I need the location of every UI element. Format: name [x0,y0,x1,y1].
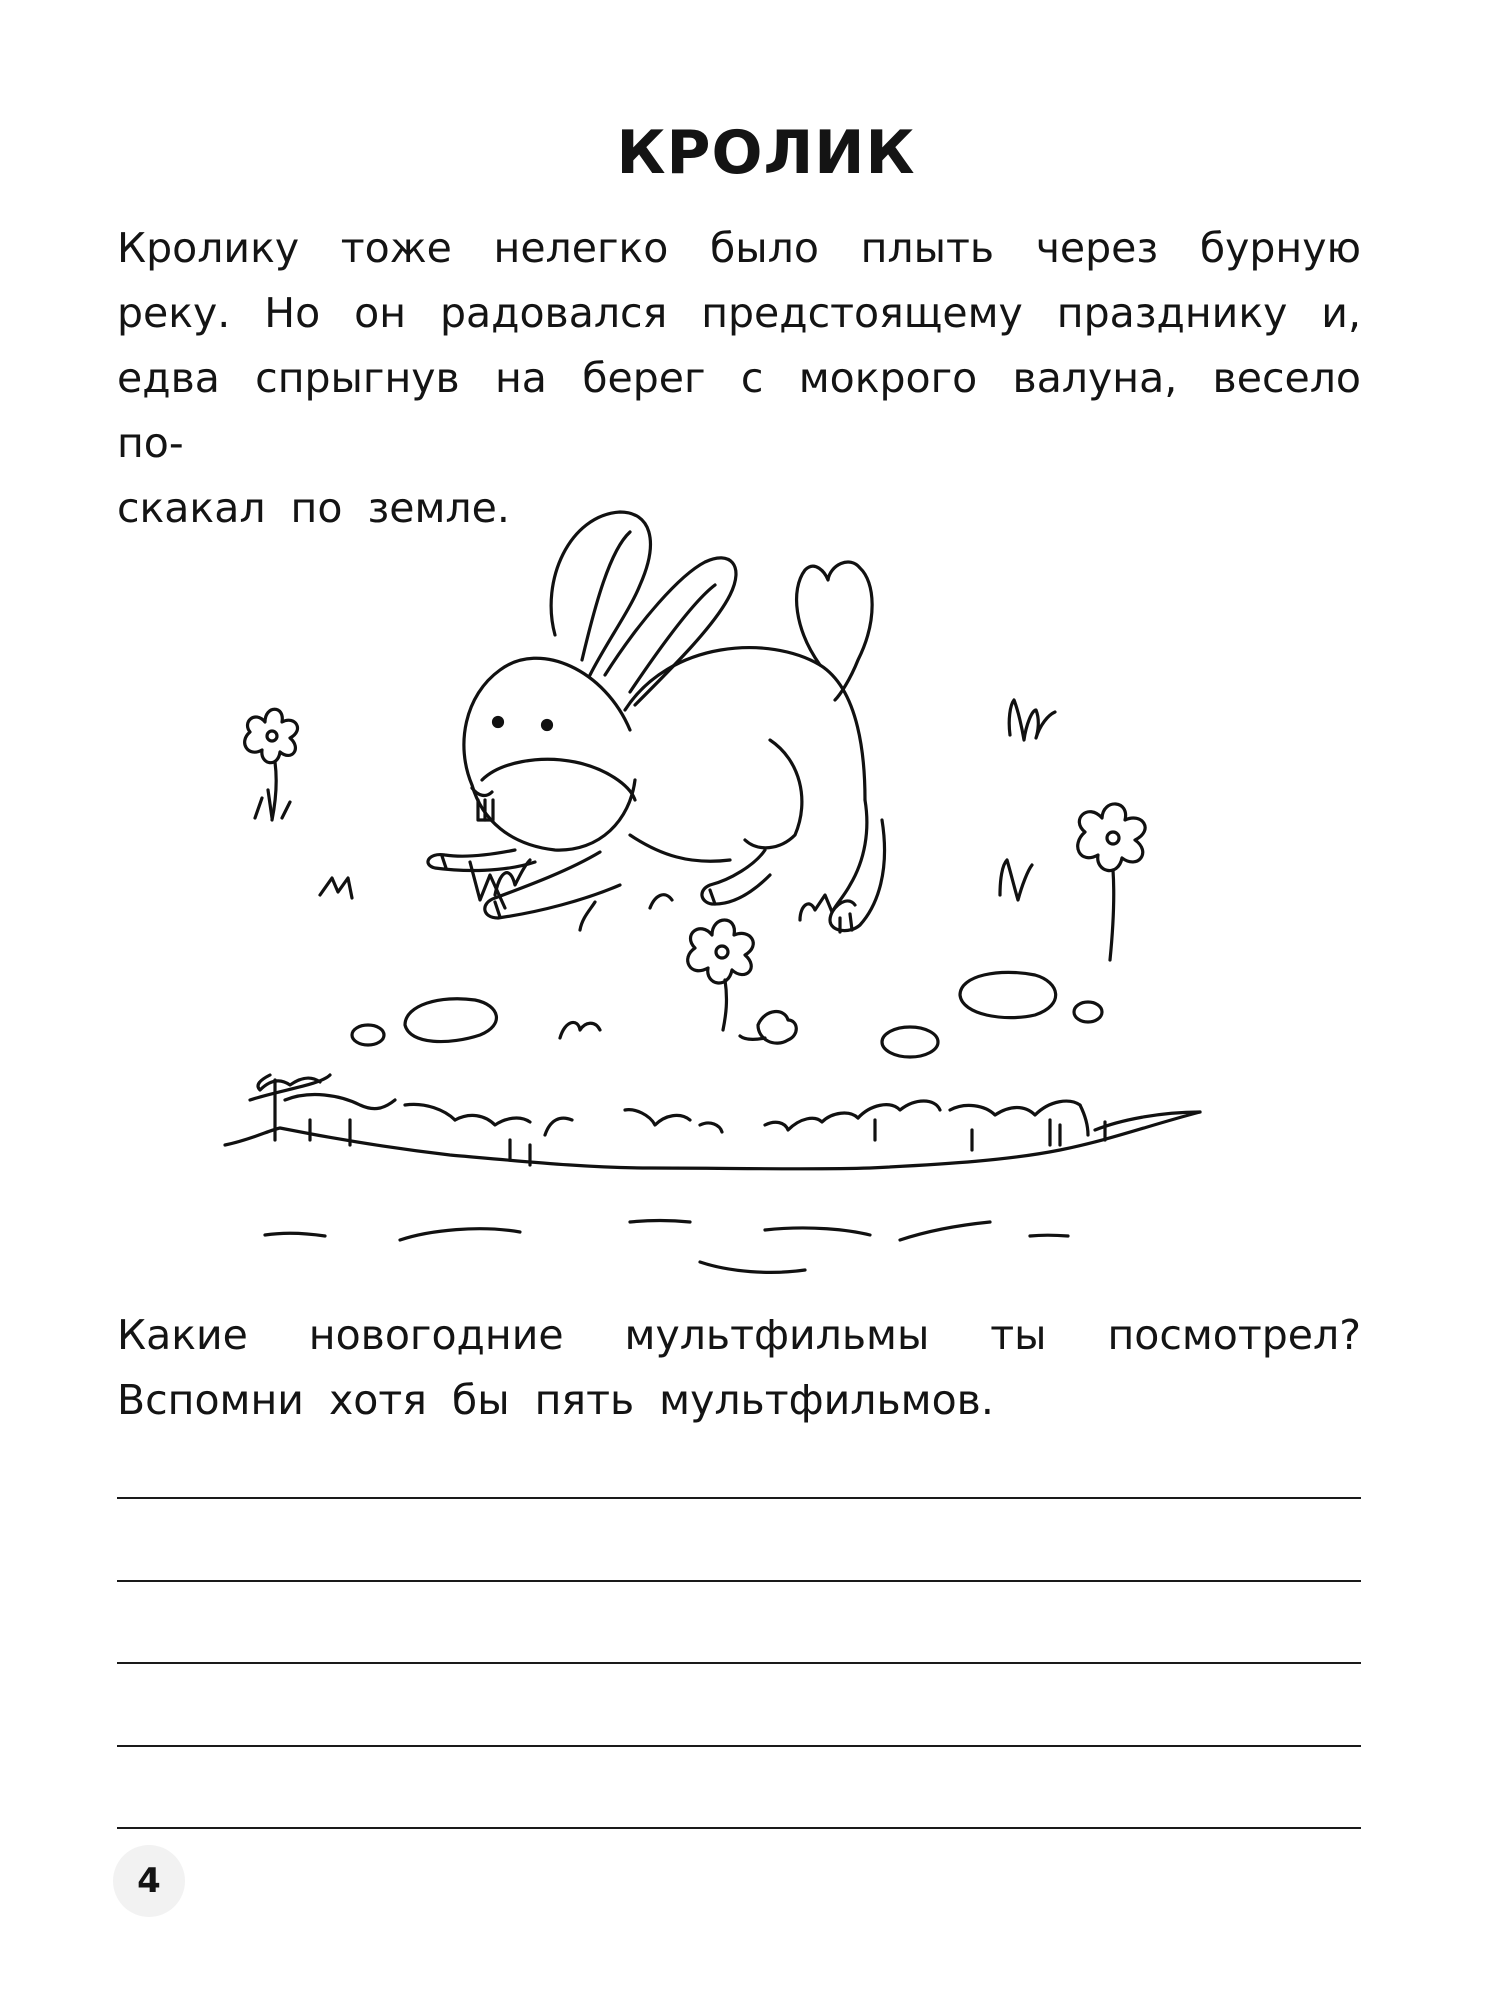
small-flower [740,1012,796,1044]
answer-line[interactable] [117,1745,1361,1747]
story-line: Кролику тоже нелегко было плыть через бурную [117,224,1361,272]
page-number: 4 [113,1845,185,1917]
water-ripples [265,1221,1068,1273]
question-paragraph [117,1303,1361,1433]
answer-line[interactable] [117,1497,1361,1499]
flower-left [245,709,298,820]
grass-tufts [320,700,1055,1038]
story-line: реку. Но он радовался предстоящему празднику и, [117,289,1361,337]
river-bank [225,1075,1200,1169]
rabbit-body [428,562,885,932]
rabbit-illustration [210,500,1280,1280]
answer-line[interactable] [117,1662,1361,1664]
flower-center [688,920,754,1030]
question-line: Вспомни хотя бы пять мультфильмов. [117,1376,994,1424]
story-line: едва спрыгнув на берег с мокрого валуна, весело по- [117,354,1361,467]
flower-right [1078,804,1145,960]
story-paragraph [117,216,1361,541]
answer-line[interactable] [117,1827,1361,1829]
page-title: КРОЛИК [616,118,916,188]
story-line: скакал по земле. [117,484,510,532]
rabbit-head [464,658,635,850]
question-line: Какие новогодние мультфильмы ты посмотрел? [117,1311,1361,1359]
rabbit-ears [551,512,736,705]
answer-line[interactable] [117,1580,1361,1582]
